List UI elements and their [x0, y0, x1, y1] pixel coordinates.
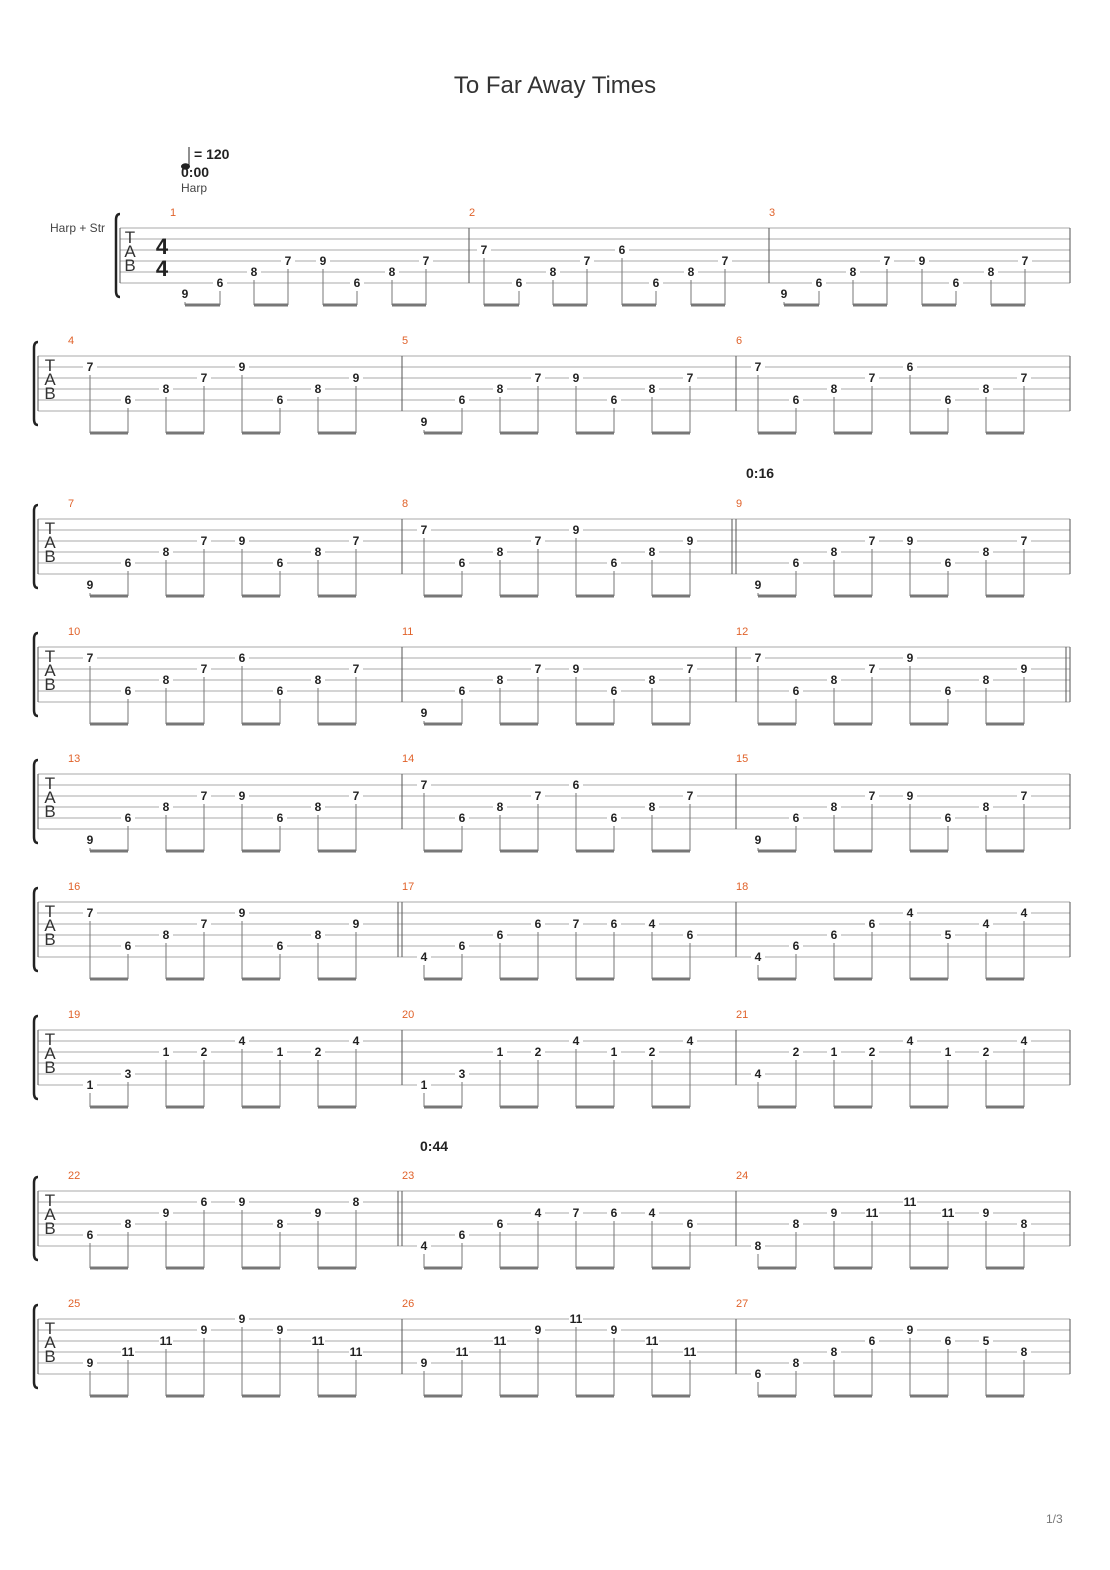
fret-number: 9 [200, 1323, 208, 1337]
fret-number: 2 [868, 1045, 876, 1059]
measure-number: 27 [736, 1298, 749, 1310]
fret-number: 6 [353, 276, 361, 290]
fret-number: 9 [572, 662, 580, 676]
fret-number: 9 [906, 534, 914, 548]
staff-label: Harp + Str [50, 221, 106, 235]
fret-number: 7 [583, 254, 591, 268]
system-bracket [34, 342, 38, 425]
fret-number: 6 [652, 276, 660, 290]
tab-clef-letter: T [44, 356, 56, 375]
fret-number: 7 [420, 523, 428, 537]
fret-number: 6 [534, 917, 542, 931]
fret-number: 7 [534, 371, 542, 385]
fret-number: 3 [458, 1067, 466, 1081]
fret-number: 2 [534, 1045, 542, 1059]
tab-clef-letter: T [44, 1030, 56, 1049]
fret-number: 9 [276, 1323, 284, 1337]
fret-number: 8 [830, 673, 838, 687]
fret-number: 6 [815, 276, 823, 290]
measure-number: 10 [68, 626, 81, 638]
fret-number: 6 [458, 811, 466, 825]
tab-clef-letter: A [44, 1044, 56, 1063]
tab-clef-letter: B [44, 802, 56, 821]
fret-number: 7 [420, 778, 428, 792]
fret-number: 7 [534, 789, 542, 803]
measure-number: 20 [402, 1009, 415, 1021]
measure-number: 26 [402, 1298, 415, 1310]
fret-number: 9 [906, 1323, 914, 1337]
fret-number: 6 [906, 360, 914, 374]
fret-number: 11 [493, 1334, 507, 1348]
fret-number: 4 [754, 1067, 762, 1081]
fret-number: 7 [1020, 371, 1028, 385]
time-signature-bottom: 4 [155, 256, 169, 281]
fret-number: 8 [648, 545, 656, 559]
fret-number: 9 [1020, 662, 1028, 676]
measure-number: 8 [402, 498, 409, 510]
fret-number: 9 [238, 906, 246, 920]
fret-number: 8 [162, 800, 170, 814]
measure-number: 15 [736, 753, 749, 765]
measure-number: 17 [402, 881, 415, 893]
fret-number: 8 [314, 673, 322, 687]
fret-number: 8 [982, 673, 990, 687]
fret-number: 4 [686, 1034, 694, 1048]
fret-number: 11 [941, 1206, 955, 1220]
measure-number: 14 [402, 753, 415, 765]
fret-number: 4 [648, 1206, 656, 1220]
measure-number: 23 [402, 1170, 415, 1182]
fret-number: 7 [86, 360, 94, 374]
fret-number: 1 [830, 1045, 838, 1059]
fret-number: 9 [830, 1206, 838, 1220]
fret-number: 7 [686, 371, 694, 385]
fret-number: 7 [200, 534, 208, 548]
start-time: 0:00 [181, 164, 210, 180]
fret-number: 3 [124, 1067, 132, 1081]
fret-number: 7 [200, 371, 208, 385]
fret-number: 9 [238, 1195, 246, 1209]
fret-number: 7 [572, 917, 580, 931]
fret-number: 9 [982, 1206, 990, 1220]
fret-number: 8 [1020, 1217, 1028, 1231]
fret-number: 7 [868, 662, 876, 676]
fret-number: 6 [792, 939, 800, 953]
tab-system [116, 207, 1070, 305]
fret-number: 9 [238, 360, 246, 374]
fret-number: 7 [868, 789, 876, 803]
fret-number: 6 [86, 1228, 94, 1242]
fret-number: 8 [314, 928, 322, 942]
measure-number: 25 [68, 1298, 81, 1310]
fret-number: 7 [200, 917, 208, 931]
fret-number: 9 [610, 1323, 618, 1337]
tab-clef-letter: B [124, 256, 136, 275]
fret-number: 9 [86, 578, 94, 592]
fret-number: 7 [754, 651, 762, 665]
fret-number: 8 [314, 382, 322, 396]
time-signature-top: 4 [155, 234, 169, 259]
tab-clef-letter: B [44, 1058, 56, 1077]
fret-number: 8 [830, 800, 838, 814]
fret-number: 8 [496, 800, 504, 814]
fret-number: 11 [683, 1345, 697, 1359]
tab-clef-letter: T [44, 902, 56, 921]
tempo-value: = 120 [194, 146, 230, 162]
fret-number: 6 [216, 276, 224, 290]
tab-system [34, 753, 1070, 851]
fret-number: 6 [124, 811, 132, 825]
fret-number: 8 [648, 673, 656, 687]
fret-number: 4 [420, 950, 428, 964]
fret-number: 7 [284, 254, 292, 268]
measure-number: 6 [736, 335, 743, 347]
fret-number: 6 [276, 939, 284, 953]
fret-number: 9 [420, 415, 428, 429]
fret-number: 7 [200, 789, 208, 803]
time-marker: 0:44 [420, 1138, 449, 1154]
tab-system [34, 1009, 1070, 1107]
measure-number: 13 [68, 753, 81, 765]
fret-number: 8 [162, 928, 170, 942]
tab-clef-letter: A [124, 242, 136, 261]
fret-number: 1 [944, 1045, 952, 1059]
fret-number: 7 [686, 662, 694, 676]
fret-number: 9 [572, 371, 580, 385]
system-bracket [34, 1016, 38, 1099]
fret-number: 1 [420, 1078, 428, 1092]
system-bracket [34, 888, 38, 971]
tab-system [34, 626, 1070, 724]
measure-number: 12 [736, 626, 749, 638]
fret-number: 5 [982, 1334, 990, 1348]
fret-number: 8 [162, 382, 170, 396]
fret-number: 6 [276, 556, 284, 570]
fret-number: 9 [238, 789, 246, 803]
fret-number: 8 [496, 673, 504, 687]
fret-number: 8 [162, 545, 170, 559]
fret-number: 6 [944, 393, 952, 407]
fret-number: 7 [754, 360, 762, 374]
fret-number: 8 [124, 1217, 132, 1231]
fret-number: 11 [455, 1345, 469, 1359]
system-bracket [116, 214, 120, 297]
fret-number: 7 [480, 243, 488, 257]
fret-number: 8 [687, 265, 695, 279]
page-number: 1/3 [1046, 1512, 1063, 1526]
fret-number: 6 [610, 917, 618, 931]
tab-clef-letter: T [44, 519, 56, 538]
fret-number: 6 [276, 811, 284, 825]
fret-number: 6 [458, 1228, 466, 1242]
fret-number: 6 [868, 917, 876, 931]
fret-number: 6 [572, 778, 580, 792]
tab-clef-letter: T [44, 1191, 56, 1210]
fret-number: 9 [420, 706, 428, 720]
fret-number: 11 [311, 1334, 325, 1348]
fret-number: 7 [422, 254, 430, 268]
fret-number: 11 [865, 1206, 879, 1220]
fret-number: 9 [352, 917, 360, 931]
fret-number: 11 [159, 1334, 173, 1348]
fret-number: 7 [572, 1206, 580, 1220]
fret-number: 7 [352, 789, 360, 803]
fret-number: 6 [686, 928, 694, 942]
fret-number: 7 [200, 662, 208, 676]
track-label: Harp [181, 181, 208, 195]
fret-number: 1 [276, 1045, 284, 1059]
fret-number: 6 [610, 556, 618, 570]
time-marker: 0:16 [746, 465, 775, 481]
measure-number: 11 [402, 626, 414, 638]
fret-number: 4 [572, 1034, 580, 1048]
fret-number: 6 [944, 684, 952, 698]
fret-number: 6 [792, 684, 800, 698]
measure-number: 24 [736, 1170, 749, 1182]
fret-number: 7 [686, 789, 694, 803]
system-bracket [34, 1177, 38, 1260]
fret-number: 6 [686, 1217, 694, 1231]
measure-number: 3 [769, 207, 776, 219]
fret-number: 4 [648, 917, 656, 931]
measure-number: 7 [68, 498, 75, 510]
tab-clef-letter: B [44, 1347, 56, 1366]
fret-number: 9 [918, 254, 926, 268]
fret-number: 11 [121, 1345, 135, 1359]
tab-clef-letter: B [44, 675, 56, 694]
tab-clef-letter: T [44, 647, 56, 666]
fret-number: 9 [420, 1356, 428, 1370]
measure-number: 1 [170, 207, 177, 219]
fret-number: 7 [534, 662, 542, 676]
fret-number: 4 [420, 1239, 428, 1253]
fret-number: 6 [792, 811, 800, 825]
fret-number: 8 [754, 1239, 762, 1253]
system-bracket [34, 505, 38, 588]
measure-number: 9 [736, 498, 743, 510]
fret-number: 6 [458, 684, 466, 698]
fret-number: 8 [162, 673, 170, 687]
fret-number: 6 [496, 928, 504, 942]
fret-number: 9 [780, 287, 788, 301]
fret-number: 9 [906, 789, 914, 803]
fret-number: 11 [569, 1312, 583, 1326]
fret-number: 6 [200, 1195, 208, 1209]
fret-number: 9 [754, 578, 762, 592]
fret-number: 4 [238, 1034, 246, 1048]
measure-number: 2 [469, 207, 476, 219]
fret-number: 8 [250, 265, 258, 279]
fret-number: 8 [982, 800, 990, 814]
fret-number: 7 [883, 254, 891, 268]
fret-number: 6 [610, 1206, 618, 1220]
fret-number: 4 [982, 917, 990, 931]
fret-number: 11 [645, 1334, 659, 1348]
fret-number: 8 [792, 1217, 800, 1231]
fret-number: 8 [352, 1195, 360, 1209]
tab-clef-letter: B [44, 384, 56, 403]
fret-number: 6 [868, 1334, 876, 1348]
fret-number: 4 [1020, 1034, 1028, 1048]
fret-number: 8 [792, 1356, 800, 1370]
fret-number: 6 [124, 684, 132, 698]
fret-number: 7 [352, 662, 360, 676]
fret-number: 6 [124, 393, 132, 407]
fret-number: 9 [238, 1312, 246, 1326]
fret-number: 6 [276, 393, 284, 407]
fret-number: 9 [181, 287, 189, 301]
fret-number: 6 [610, 393, 618, 407]
fret-number: 4 [1020, 906, 1028, 920]
fret-number: 2 [982, 1045, 990, 1059]
fret-number: 6 [124, 556, 132, 570]
fret-number: 9 [686, 534, 694, 548]
fret-number: 11 [903, 1195, 917, 1209]
fret-number: 6 [944, 556, 952, 570]
fret-number: 9 [352, 371, 360, 385]
tab-clef-letter: B [44, 930, 56, 949]
measure-number: 16 [68, 881, 81, 893]
fret-number: 1 [86, 1078, 94, 1092]
fret-number: 6 [754, 1367, 762, 1381]
fret-number: 9 [86, 833, 94, 847]
fret-number: 8 [830, 1345, 838, 1359]
fret-number: 6 [458, 556, 466, 570]
measure-number: 22 [68, 1170, 81, 1182]
fret-number: 6 [952, 276, 960, 290]
fret-number: 9 [238, 534, 246, 548]
fret-number: 8 [314, 545, 322, 559]
fret-number: 6 [458, 393, 466, 407]
fret-number: 8 [388, 265, 396, 279]
fret-number: 6 [515, 276, 523, 290]
fret-number: 6 [618, 243, 626, 257]
system-bracket [34, 1305, 38, 1388]
fret-number: 8 [314, 800, 322, 814]
system-bracket [34, 760, 38, 843]
tab-clef-letter: A [44, 370, 56, 389]
fret-number: 2 [792, 1045, 800, 1059]
fret-number: 8 [496, 382, 504, 396]
fret-number: 6 [496, 1217, 504, 1231]
fret-number: 8 [549, 265, 557, 279]
fret-number: 2 [648, 1045, 656, 1059]
fret-number: 4 [906, 906, 914, 920]
fret-number: 7 [868, 534, 876, 548]
fret-number: 7 [352, 534, 360, 548]
fret-number: 8 [648, 382, 656, 396]
tab-clef-letter: T [124, 228, 136, 247]
fret-number: 4 [534, 1206, 542, 1220]
fret-number: 6 [610, 811, 618, 825]
measure-number: 19 [68, 1009, 81, 1021]
fret-number: 8 [849, 265, 857, 279]
fret-number: 9 [906, 651, 914, 665]
tab-system [34, 335, 1070, 433]
tab-clef-letter: T [44, 1319, 56, 1338]
fret-number: 7 [534, 534, 542, 548]
fret-number: 6 [238, 651, 246, 665]
tab-clef-letter: A [44, 916, 56, 935]
fret-number: 7 [1020, 789, 1028, 803]
fret-number: 8 [982, 382, 990, 396]
fret-number: 8 [982, 545, 990, 559]
fret-number: 6 [792, 393, 800, 407]
fret-number: 6 [276, 684, 284, 698]
fret-number: 2 [200, 1045, 208, 1059]
fret-number: 8 [830, 545, 838, 559]
fret-number: 6 [610, 684, 618, 698]
fret-number: 7 [1021, 254, 1029, 268]
fret-number: 4 [906, 1034, 914, 1048]
tab-system [34, 498, 1070, 596]
fret-number: 8 [648, 800, 656, 814]
fret-number: 9 [534, 1323, 542, 1337]
fret-number: 8 [1020, 1345, 1028, 1359]
tab-clef-letter: B [44, 547, 56, 566]
tab-clef-letter: A [44, 533, 56, 552]
fret-number: 4 [754, 950, 762, 964]
fret-number: 4 [352, 1034, 360, 1048]
measure-number: 5 [402, 335, 409, 347]
fret-number: 9 [314, 1206, 322, 1220]
fret-number: 9 [319, 254, 327, 268]
measure-number: 21 [736, 1009, 749, 1021]
fret-number: 6 [944, 811, 952, 825]
fret-number: 6 [944, 1334, 952, 1348]
tab-clef-letter: A [44, 1205, 56, 1224]
fret-number: 2 [314, 1045, 322, 1059]
fret-number: 7 [868, 371, 876, 385]
fret-number: 9 [86, 1356, 94, 1370]
fret-number: 6 [124, 939, 132, 953]
tab-clef-letter: T [44, 774, 56, 793]
fret-number: 8 [496, 545, 504, 559]
fret-number: 8 [830, 382, 838, 396]
fret-number: 9 [754, 833, 762, 847]
fret-number: 7 [1020, 534, 1028, 548]
tab-clef-letter: A [44, 661, 56, 680]
fret-number: 6 [458, 939, 466, 953]
fret-number: 11 [349, 1345, 363, 1359]
fret-number: 7 [721, 254, 729, 268]
fret-number: 9 [572, 523, 580, 537]
tab-clef-letter: A [44, 1333, 56, 1352]
fret-number: 7 [86, 651, 94, 665]
fret-number: 1 [610, 1045, 618, 1059]
fret-number: 6 [830, 928, 838, 942]
measure-number: 18 [736, 881, 749, 893]
fret-number: 9 [162, 1206, 170, 1220]
tab-clef-letter: B [44, 1219, 56, 1238]
fret-number: 6 [792, 556, 800, 570]
tab-system [34, 1170, 1070, 1268]
system-bracket [34, 633, 38, 716]
fret-number: 7 [86, 906, 94, 920]
measure-number: 4 [68, 335, 75, 347]
fret-number: 5 [944, 928, 952, 942]
tab-system [34, 881, 1070, 979]
fret-number: 1 [162, 1045, 170, 1059]
fret-number: 1 [496, 1045, 504, 1059]
song-title: To Far Away Times [453, 72, 657, 99]
fret-number: 8 [276, 1217, 284, 1231]
tab-clef-letter: A [44, 788, 56, 807]
fret-number: 8 [987, 265, 995, 279]
tab-system [34, 1298, 1070, 1396]
